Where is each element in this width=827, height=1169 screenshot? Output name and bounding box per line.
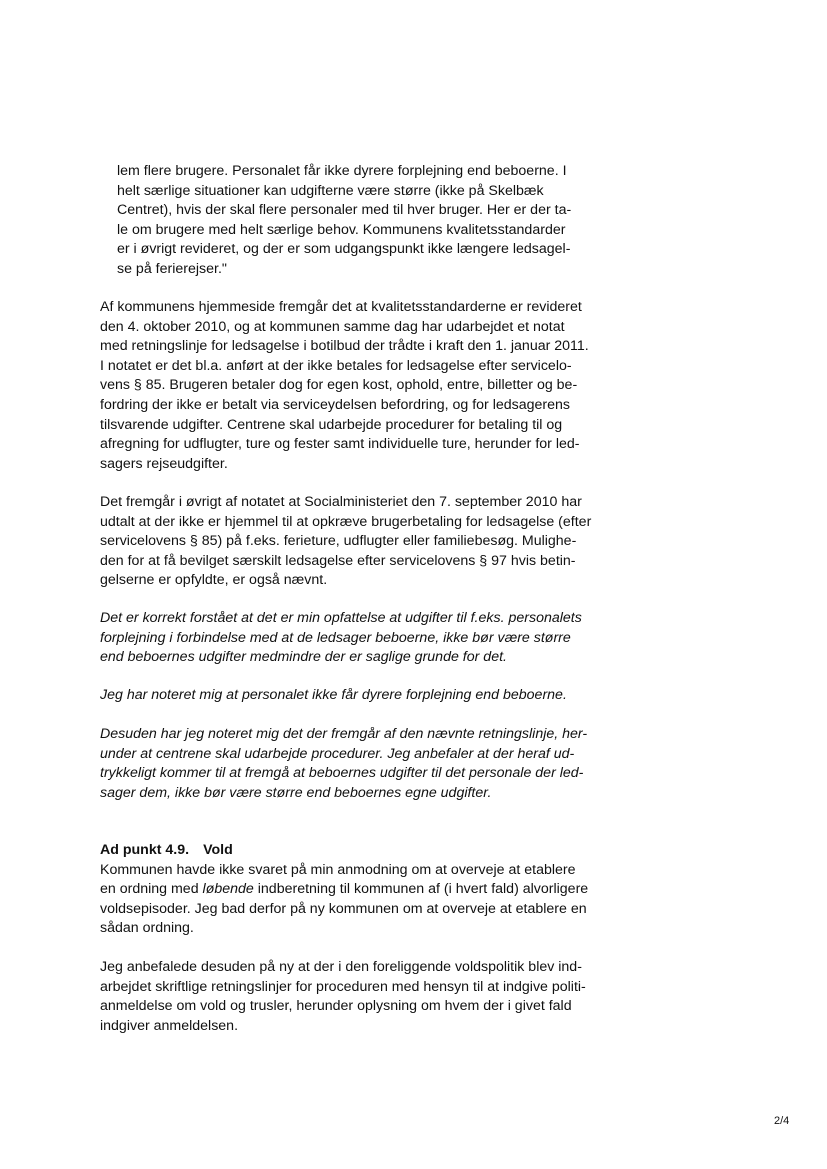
- page-number: 2/4: [774, 1115, 790, 1127]
- text-line: sådan ordning.: [100, 920, 194, 937]
- text-line: fordring der ikke er betalt via serviceydelsen befordring, og for ledsagerens: [100, 396, 571, 413]
- text-line: vens § 85. Brugeren betaler dog for egen kost, ophold, entre, billetter og be-: [100, 377, 578, 394]
- text-line: arbejdet skriftlige retningslinjer for proceduren med hensyn til at indgive politi-: [100, 978, 586, 995]
- section-heading: [100, 841, 590, 861]
- text-line: Det fremgår i øvrigt af notatet at Socialministeriet den 7. september 2010 har: [100, 494, 582, 510]
- emphasis-text: løbende: [202, 881, 254, 898]
- text-line: med retningslinje for ledsagelse i botilbud der trådte i kraft den 1. januar 2011.: [100, 338, 589, 355]
- text-line: Det er korrekt forstået at det er min opfattelse at udgifter til f.eks. personalets: [100, 610, 582, 626]
- text-line: Kommunen havde ikke svaret på min anmodning om at overveje at etablere: [100, 861, 576, 878]
- text-line: Jeg anbefalede desuden på ny at der i den foreliggende voldspolitik blev ind-: [100, 959, 582, 975]
- text-line: lem flere brugere. Personalet får ikke dyrere forplejning end beboerne. I: [117, 163, 567, 179]
- text-line: servicelovens § 85) på f.eks. ferieture, udflugter eller familiebesøg. Mulighe-: [100, 533, 577, 550]
- text-line: le om brugere med helt særlige behov. Kommunens kvalitetsstandarder: [117, 221, 566, 238]
- text-run: indberetning til kommunen af (i hvert fald) alvorligere: [253, 881, 589, 898]
- text-line: sager dem, ikke bør være større end beboernes egne udgifter.: [100, 784, 492, 801]
- text-line: end beboernes udgifter medmindre der er saglige grunde for det.: [100, 649, 507, 666]
- text-line: Centret), hvis der skal flere personaler med til hver bruger. Her er der ta-: [117, 202, 572, 219]
- text-line: anmeldelse om vold og trusler, herunder oplysning om hvem der i givet fald: [100, 998, 572, 1015]
- italic-noted-paragraph: [100, 686, 590, 706]
- ministry-paragraph: [100, 493, 590, 591]
- text-line: tilsvarende udgifter. Centrene skal udarbejde procedurer for betaling til og: [100, 416, 563, 433]
- text-line: sagers rejseudgifter.: [100, 455, 228, 472]
- italic-recommendation-paragraph: [100, 725, 590, 803]
- text-line: helt særlige situationer kan udgifterne være større (ikke på Skelbæk: [117, 182, 544, 199]
- text-run: en ordning med: [100, 881, 203, 898]
- text-line: afregning for udflugter, ture og fester samt individuelle ture, herunder for led-: [100, 436, 580, 453]
- text-line: udtalt at der ikke er hjemmel til at opkræve brugerbetaling for ledsagelse (efter: [100, 513, 592, 530]
- text-line: under at centrene skal udarbejde procedurer. Jeg anbefaler at der heraf ud-: [100, 745, 575, 762]
- text-line: forplejning i forbindelse med at de ledsager beboerne, ikke bør være større: [100, 629, 571, 646]
- text-line: den for at få bevilget særskilt ledsagelse efter servicelovens § 97 hvis betin-: [100, 552, 576, 569]
- section-title: Vold: [203, 842, 233, 858]
- section-4-9: [100, 841, 590, 939]
- recommendation-paragraph: [100, 958, 590, 1036]
- text-line: I notatet er det bl.a. anført at der ikke betales for ledsagelse efter servicelo-: [100, 357, 572, 374]
- text-line: se på ferierejser.": [117, 260, 227, 277]
- text-line: gelserne er opfyldte, er også nævnt.: [100, 572, 328, 589]
- text-line: indgiver anmeldelsen.: [100, 1017, 239, 1034]
- text-line: Desuden har jeg noteret mig det der fremgår af den nævnte retningslinje, her-: [100, 726, 588, 742]
- text-line: voldsepisoder. Jeg bad derfor på ny kommunen om at overveje at etablere en: [100, 900, 587, 917]
- text-line: Af kommunens hjemmeside fremgår det at kvalitetsstandarderne er revideret: [100, 299, 582, 315]
- text-line: er i øvrigt revideret, og der er som udgangspunkt ikke længere ledsagel-: [117, 241, 571, 258]
- text-line: trykkeligt kommer til at fremgå at beboernes udgifter til det personale der led-: [100, 765, 584, 782]
- website-paragraph: [100, 298, 590, 474]
- text-line: den 4. oktober 2010, og at kommunen samme dag har udarbejdet et notat: [100, 318, 565, 335]
- text-line: [100, 880, 590, 900]
- text-line: Jeg har noteret mig at personalet ikke får dyrere forplejning end beboerne.: [100, 687, 567, 703]
- quote-paragraph: [117, 162, 587, 280]
- italic-opinion-paragraph: [100, 609, 590, 668]
- section-number: Ad punkt 4.9.: [100, 842, 190, 858]
